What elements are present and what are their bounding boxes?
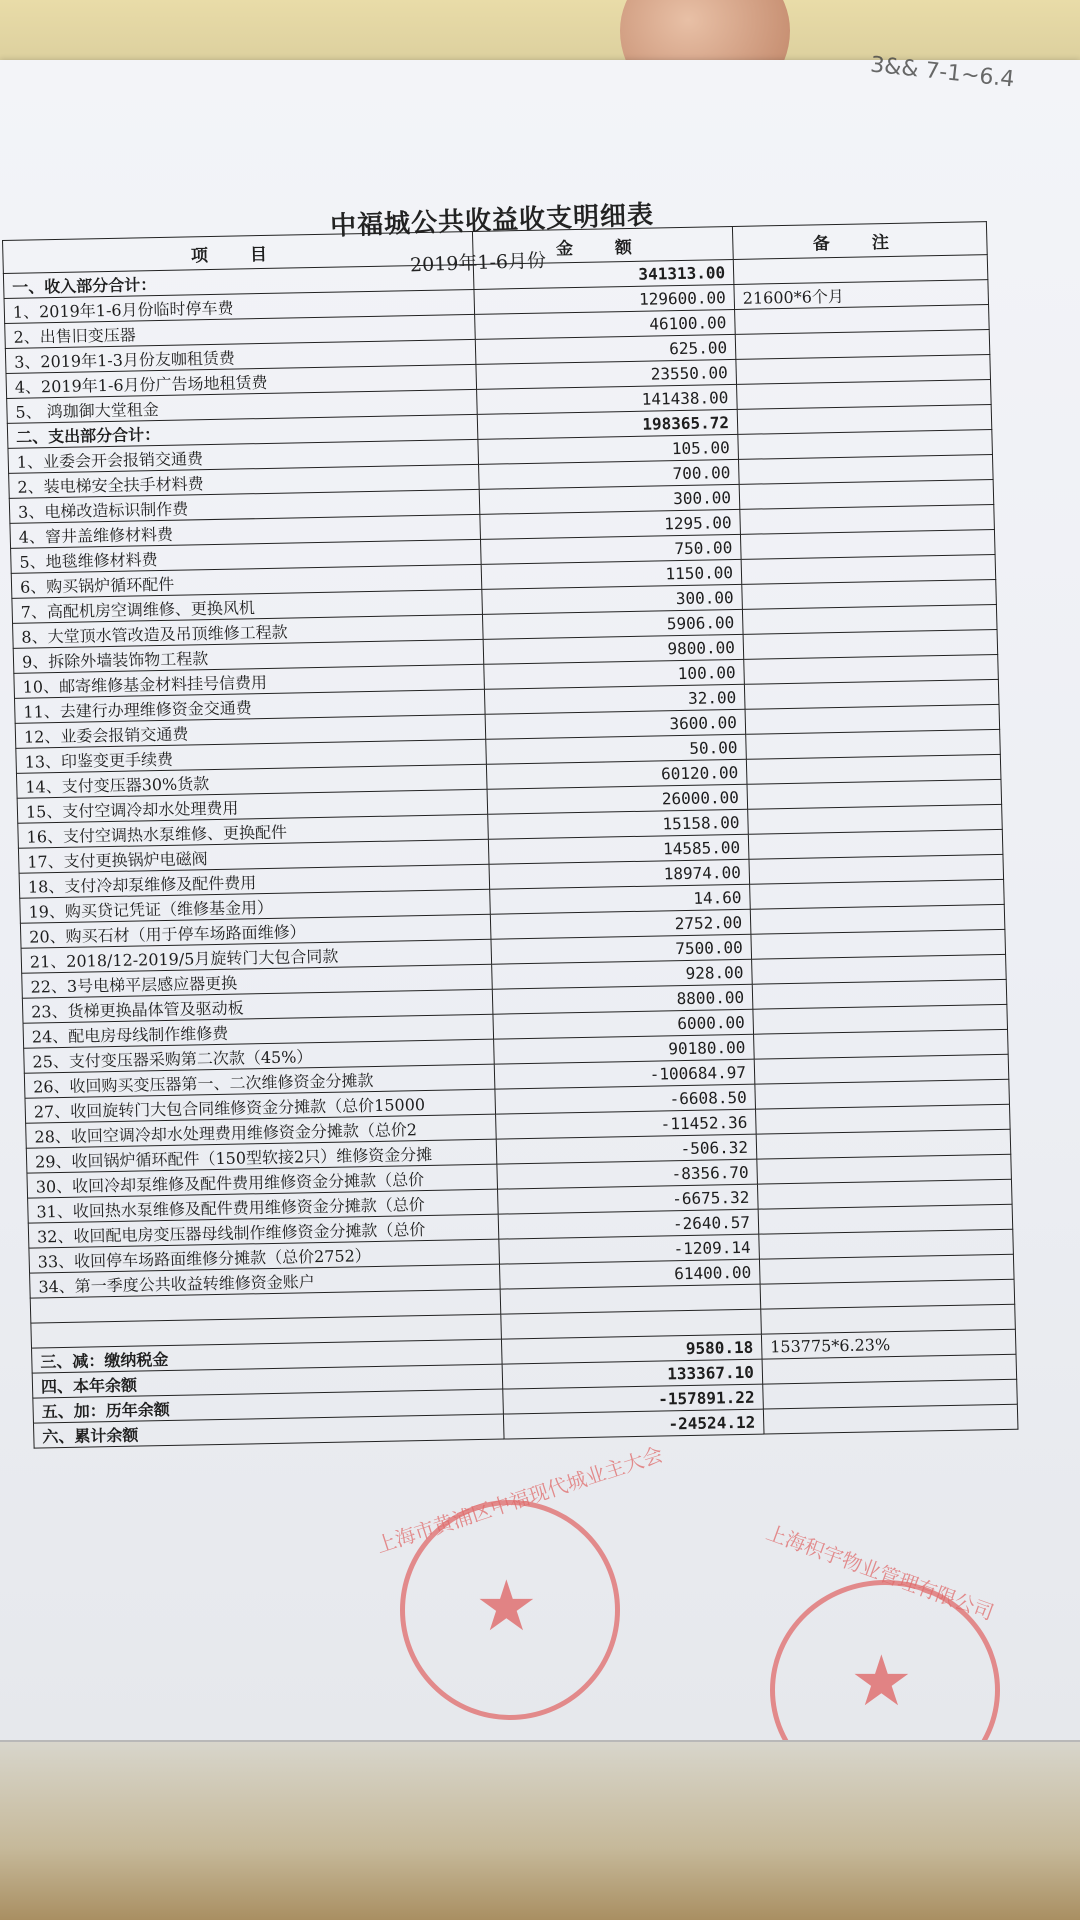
row-amount: 928.00	[492, 959, 753, 989]
row-amount: 23550.00	[476, 359, 737, 389]
row-amount: 129600.00	[474, 284, 735, 314]
row-item: 33、收回停车场路面维修分摊款（总价2752）	[29, 1239, 500, 1273]
ledger-table-wrapper	[2, 221, 1017, 1448]
row-amount: 50.00	[486, 734, 747, 764]
row-amount: 46100.00	[475, 309, 736, 339]
row-item: 34、第一季度公共收益转维修资金账户	[30, 1264, 501, 1298]
row-item: 4、2019年1-6月份广告场地租赁费	[6, 364, 477, 398]
row-item: 10、邮寄维修基金材料挂号信费用	[14, 664, 485, 698]
row-item: 20、购买石材（用于停车场路面维修）	[20, 914, 491, 948]
row-amount: 61400.00	[499, 1259, 760, 1289]
row-item: 3、电梯改造标识制作费	[9, 489, 480, 523]
row-amount: 1150.00	[481, 559, 742, 589]
row-amount: 26000.00	[487, 784, 748, 814]
row-amount: 700.00	[479, 459, 740, 489]
row-item: 17、支付更换锅炉电磁阀	[18, 839, 489, 873]
row-amount: -6675.32	[498, 1184, 759, 1214]
row-amount: 300.00	[479, 484, 740, 514]
row-item: 32、收回配电房变压器母线制作维修资金分摊款（总价	[28, 1214, 499, 1248]
row-amount: -8356.70	[497, 1159, 758, 1189]
stamp-left-text: 上海市黄浦区中福现代城业主大会	[373, 1441, 666, 1558]
row-amount: 60120.00	[486, 759, 747, 789]
row-item: 22、3号电梯平层感应器更换	[22, 964, 493, 998]
row-amount: -506.32	[496, 1134, 757, 1164]
row-amount: 3600.00	[485, 709, 746, 739]
plastic-sleeve	[0, 1740, 1080, 1920]
row-amount: 105.00	[478, 434, 739, 464]
sleeve-edge	[0, 1740, 1080, 1742]
row-item: 3、2019年1-3月份友咖租赁费	[5, 339, 476, 373]
row-item: 四、本年余额	[32, 1364, 503, 1398]
row-amount: 300.00	[482, 584, 743, 614]
row-item: 24、配电房母线制作维修费	[23, 1014, 494, 1048]
row-item: 14、支付变压器30%货款	[16, 764, 487, 798]
row-item: 4、窨井盖维修材料费	[10, 514, 481, 548]
row-item: 25、支付变压器采购第二次款（45%）	[24, 1039, 495, 1073]
row-item: 二、支出部分合计：	[7, 414, 478, 448]
row-item: 7、高配机房空调维修、更换风机	[12, 589, 483, 623]
stamp-right-star-icon: ★	[850, 1640, 913, 1722]
row-item: 18、支付冷却泵维修及配件费用	[19, 864, 490, 898]
header-note: 备 注	[732, 222, 987, 260]
row-amount: 2752.00	[490, 909, 751, 939]
row-item: 2、出售旧变压器	[5, 314, 476, 348]
row-amount: -100684.97	[494, 1059, 755, 1089]
row-item: 23、货梯更换晶体管及驱动板	[22, 989, 493, 1023]
row-amount: 9580.18	[501, 1334, 762, 1364]
row-item: 5、 鸿珈御大堂租金	[7, 389, 478, 423]
row-amount: 141438.00	[477, 384, 738, 414]
row-item: 19、购买贷记凭证（维修基金用）	[20, 889, 491, 923]
row-item: 27、收回旋转门大包合同维修资金分摊款（总价15000	[25, 1089, 496, 1123]
row-amount: 15158.00	[488, 809, 749, 839]
row-amount: 750.00	[481, 534, 742, 564]
row-note: 153775*6.23%	[761, 1329, 1016, 1359]
row-item: 六、累计余额	[33, 1414, 504, 1448]
row-item: 12、业委会报销交通费	[15, 714, 486, 748]
stamp-right-text: 上海积宇物业管理有限公司	[763, 1520, 997, 1625]
row-amount: 6000.00	[493, 1009, 754, 1039]
row-item: 28、收回空调冷却水处理费用维修资金分摊款（总价2	[26, 1114, 497, 1148]
row-amount: 1295.00	[480, 509, 741, 539]
row-amount: -2640.57	[498, 1209, 759, 1239]
row-item: 2、装电梯安全扶手材料费	[9, 464, 480, 498]
row-amount: 9800.00	[483, 634, 744, 664]
header-amount: 金 额	[472, 226, 733, 264]
row-amount: 14585.00	[488, 834, 749, 864]
row-amount: -24524.12	[503, 1409, 764, 1439]
row-amount: 32.00	[484, 684, 745, 714]
row-item: 31、收回热水泵维修及配件费用维修资金分摊款（总价	[28, 1189, 499, 1223]
row-amount: 133367.10	[502, 1359, 763, 1389]
row-item: 29、收回锅炉循环配件（150型软接2只）维修资金分摊	[26, 1139, 497, 1173]
ledger-table	[2, 221, 1018, 1448]
row-item: 1、业委会开会报销交通费	[8, 439, 479, 473]
row-amount: -6608.50	[495, 1084, 756, 1114]
row-item: 21、2018/12-2019/5月旋转门大包合同款	[21, 939, 492, 973]
row-item: 1、2019年1-6月份临时停车费	[4, 289, 475, 323]
row-amount: 90180.00	[494, 1034, 755, 1064]
row-amount: 14.60	[490, 884, 751, 914]
row-item: 一、收入部分合计：	[3, 264, 474, 298]
row-item: 五、加：历年余额	[33, 1389, 504, 1423]
row-amount: -1209.14	[499, 1234, 760, 1264]
stamp-left-star-icon: ★	[475, 1565, 538, 1647]
row-amount: 18974.00	[489, 859, 750, 889]
row-amount: -11452.36	[496, 1109, 757, 1139]
header-item: 项 目	[3, 231, 474, 273]
row-item: 30、收回冷却泵维修及配件费用维修资金分摊款（总价	[27, 1164, 498, 1198]
row-item: 13、印鉴变更手续费	[16, 739, 487, 773]
row-item: 9、拆除外墙装饰物工程款	[13, 639, 484, 673]
row-item: 11、去建行办理维修资金交通费	[15, 689, 486, 723]
row-item: 15、支付空调冷却水处理费用	[17, 789, 488, 823]
row-item: 8、大堂顶水管改造及吊顶维修工程款	[13, 614, 484, 648]
handwritten-note: 3&& 7-1~6.4	[869, 52, 1016, 93]
row-item: 26、收回购买变压器第一、二次维修资金分摊款	[24, 1064, 495, 1098]
row-amount: -157891.22	[503, 1384, 764, 1414]
row-item: 16、支付空调热水泵维修、更换配件	[18, 814, 489, 848]
document-title: 中福城公共收益收支明细表	[329, 200, 655, 242]
row-amount: 341313.00	[473, 259, 734, 289]
row-note	[763, 1404, 1018, 1434]
table-body	[3, 255, 1018, 1448]
row-item: 6、购买锅炉循环配件	[11, 564, 482, 598]
row-amount: 198365.72	[477, 409, 738, 439]
row-item: 三、减：缴纳税金	[32, 1339, 503, 1373]
row-note: 21600*6个月	[734, 280, 989, 310]
row-amount: 100.00	[484, 659, 745, 689]
document-subtitle: 2019年1-6月份	[409, 249, 547, 277]
row-amount: 5906.00	[482, 609, 743, 639]
row-item: 5、地毯维修材料费	[11, 539, 482, 573]
row-amount: 625.00	[475, 334, 736, 364]
row-amount: 7500.00	[491, 934, 752, 964]
row-amount: 8800.00	[492, 984, 753, 1014]
